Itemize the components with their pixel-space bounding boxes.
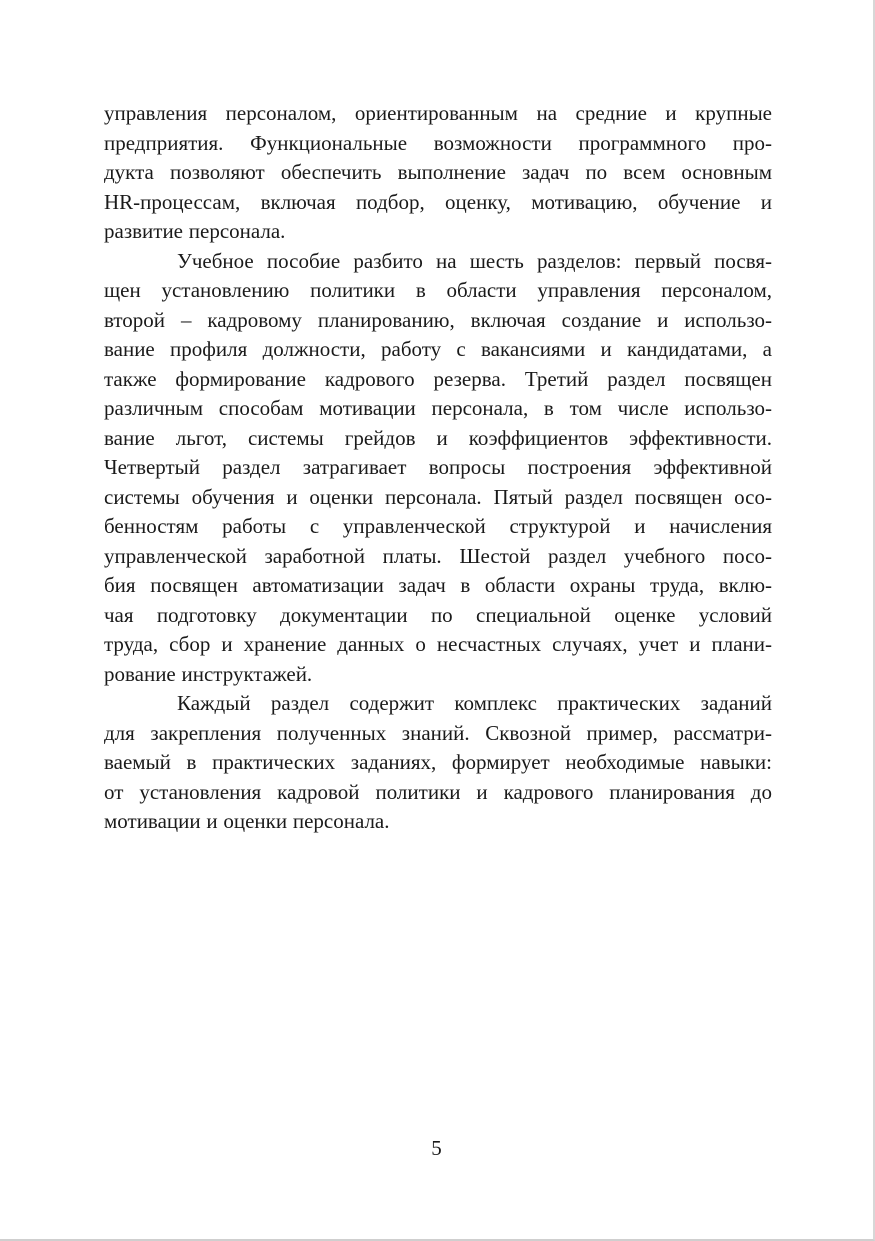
body-text [104, 99, 772, 837]
page-number: 5 [431, 1136, 442, 1160]
text-line: дукта позволяют обеспечить выполнение задач по всем основным [104, 160, 772, 184]
text-line: развитие персонала. [104, 219, 286, 243]
text-line: Учебное пособие разбито на шесть разделов: первый посвя- [177, 248, 772, 273]
text-line: бия посвящен автоматизации задач в области охраны труда, вклю- [104, 573, 772, 597]
paragraph [104, 99, 772, 247]
text-line: вание профиля должности, работу с вакансиями и кандидатами, а [104, 337, 772, 361]
text-line: для закрепления полученных знаний. Сквозной пример, рассматри- [104, 720, 772, 745]
text-line: труда, сбор и хранение данных о несчастных случаях, учет и плани- [104, 632, 772, 656]
text-line: ваемый в практических заданиях, формирует необходимые навыки: [104, 750, 772, 774]
text-line: мотивации и оценки персонала. [104, 809, 390, 833]
text-line: щен установлению политики в области управления персоналом, [104, 278, 772, 302]
paragraph [104, 689, 772, 837]
text-line: системы обучения и оценки персонала. Пятый раздел посвящен осо- [104, 484, 772, 509]
text-line: вание льгот, системы грейдов и коэффициентов эффективности. [104, 425, 772, 450]
text-line: управления персоналом, ориентированным на средние и крупные [104, 101, 772, 125]
text-line: от установления кадровой политики и кадрового планирования до [104, 779, 772, 804]
text-line: Каждый раздел содержит комплекс практических заданий [177, 691, 772, 715]
text-line: бенностям работы с управленческой структурой и начисления [104, 514, 772, 538]
text-line: чая подготовку документации по специальной оценке условий [104, 602, 772, 627]
text-line: предприятия. Функциональные возможности программного про- [104, 130, 772, 155]
text-line: различным способам мотивации персонала, в том числе использо- [104, 396, 772, 420]
text-line: Четвертый раздел затрагивает вопросы построения эффективной [104, 455, 772, 479]
text-line: управленческой заработной платы. Шестой раздел учебного посо- [104, 543, 772, 568]
text-line: также формирование кадрового резерва. Третий раздел посвящен [104, 366, 772, 391]
text-line: второй – кадровому планированию, включая создание и использо- [104, 307, 772, 332]
paragraph [104, 247, 772, 690]
text-line: рование инструктажей. [104, 661, 313, 686]
text-line: HR-процессам, включая подбор, оценку, мотивацию, обучение и [104, 189, 772, 214]
